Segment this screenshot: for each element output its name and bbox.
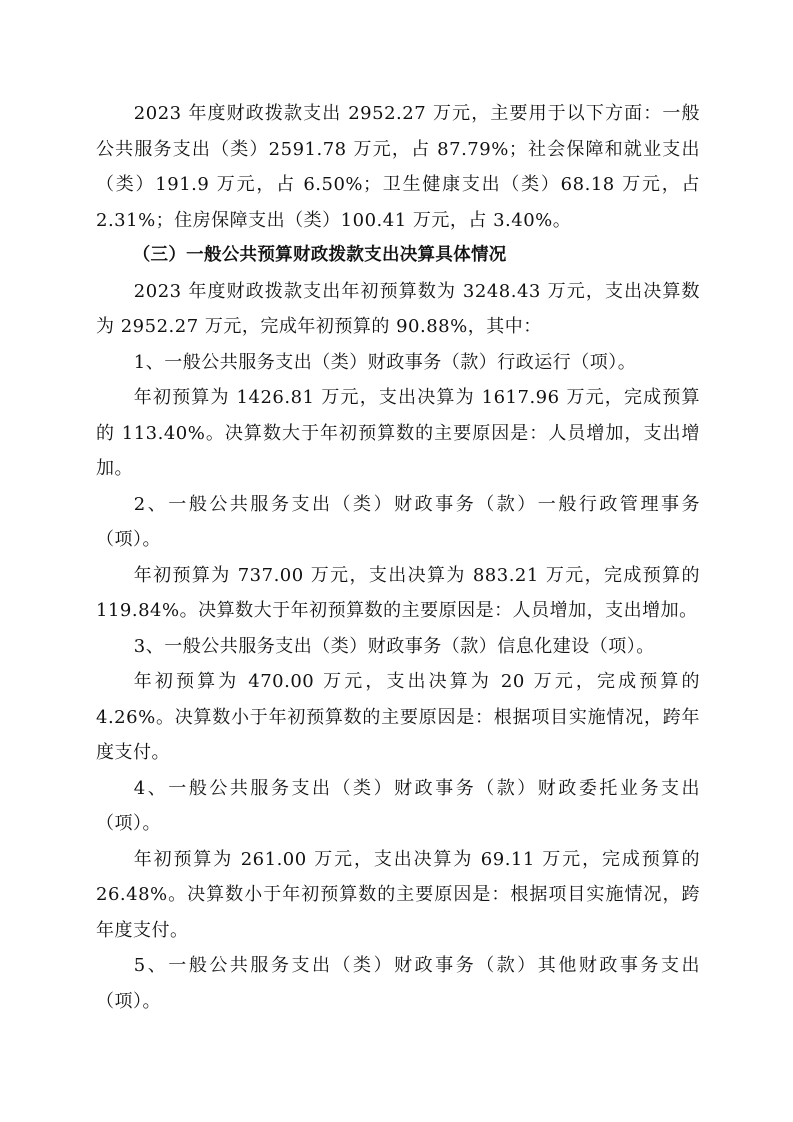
item-2-detail: 年初预算为 737.00 万元，支出决算为 883.21 万元，完成预算的 119.84%。决算数大于年初预算数的主要原因是：人员增加，支出增加。: [96, 564, 700, 621]
item-3-detail: 年初预算为 470.00 万元，支出决算为 20 万元，完成预算的 4.26%。决算数小于年初预算数的主要原因是：根据项目实施情况，跨年度支付。: [96, 671, 700, 763]
item-2-title: 2、一般公共服务支出（类）财政事务（款）一般行政管理事务（项）。: [96, 493, 700, 550]
section-heading-3: （三）一般公共预算财政拨款支出决算具体情况: [132, 245, 507, 265]
paragraph-expenditure-summary: 2023 年度财政拨款支出 2952.27 万元，主要用于以下方面：一般公共服务支出（类）2591.78 万元，占 87.79%；社会保障和就业支出（类）191.9 万元，占 6.50%；卫生健康支出（类）68.18 万元，占 2.31%；住房保障支出（类）100.41 万元，占 3.40%。: [96, 103, 700, 231]
document-body: [96, 96, 700, 1019]
item-5-title: 5、一般公共服务支出（类）财政事务（款）其他财政事务支出（项）。: [96, 955, 700, 1012]
item-3-title: 3、一般公共服务支出（类）财政事务（款）信息化建设（项）。: [133, 635, 655, 657]
item-4-detail: 年初预算为 261.00 万元，支出决算为 69.11 万元，完成预算的 26.48%。决算数小于年初预算数的主要原因是：根据项目实施情况，跨年度支付。: [96, 848, 700, 941]
item-4-title: 4、一般公共服务支出（类）财政事务（款）财政委托业务支出（项）。: [96, 777, 700, 834]
item-1-detail: 年初预算为 1426.81 万元，支出决算为 1617.96 万元，完成预算的 113.40%。决算数大于年初预算数的主要原因是：人员增加，支出增加。: [96, 387, 700, 479]
paragraph-budget-overview: 2023 年度财政拨款支出年初预算数为 3248.43 万元，支出决算数为 2952.27 万元，完成年初预算的 90.88%，其中：: [96, 280, 700, 337]
item-1-title: 1、一般公共服务支出（类）财政事务（款）行政运行（项）。: [133, 351, 637, 373]
